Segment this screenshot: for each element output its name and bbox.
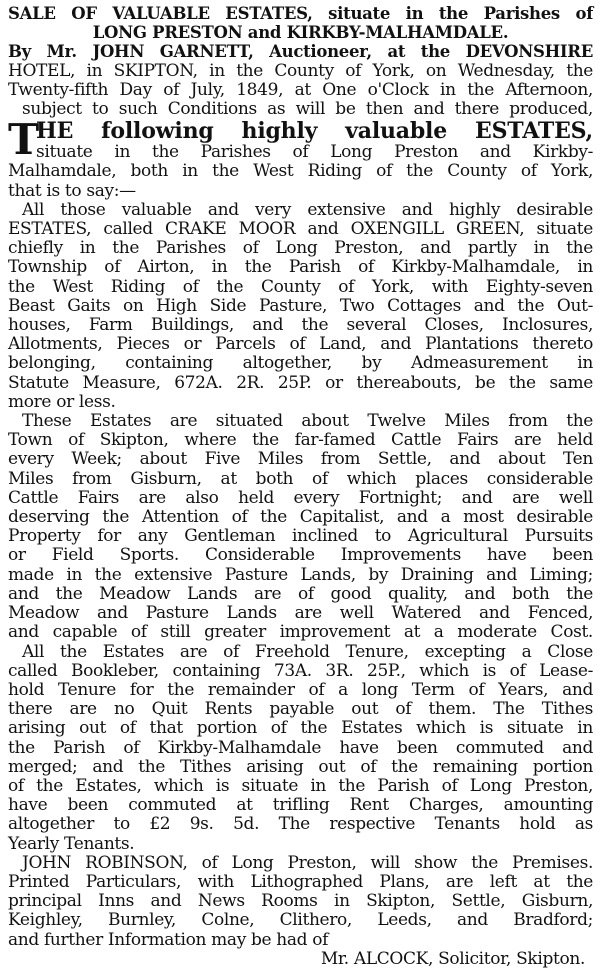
body-line: chiefly in the Parishes of Long Preston, and partly in the bbox=[8, 238, 593, 259]
body-line: Statute Measure, 672A. 2R. 25P. or thereabouts, be the same bbox=[8, 372, 593, 393]
body-line: These Estates are situated about Twelve Miles from the bbox=[22, 411, 593, 432]
body-line: Yearly Tenants. bbox=[8, 833, 135, 854]
body-line: deserving the Attention of the Capitalist, and a most desirable bbox=[8, 507, 593, 528]
body-line: made in the extensive Pasture Lands, by Draining and Liming; bbox=[8, 564, 593, 585]
body-line: JOHN ROBINSON, of Long Preston, will show the Premises. bbox=[22, 852, 593, 873]
body-line: Allotments, Pieces or Parcels of Land, and Plantations thereto bbox=[8, 334, 593, 355]
body-line: merged; and the Tithes arising out of the remaining portion bbox=[8, 756, 593, 777]
body-line: principal Inns and News Rooms in Skipton, Settle, Gisburn, bbox=[8, 891, 593, 912]
advert-body bbox=[8, 201, 593, 950]
header-line: LONG PRESTON and KIRKBY-MALHAMDALE. bbox=[92, 23, 509, 43]
body-line: altogether to £2 9s. 5d. The respective Tenants hold as bbox=[8, 814, 593, 835]
body-line: Miles from Gisburn, at both of which places considerable bbox=[8, 468, 593, 489]
body-line: of the Estates, which is situate in the Parish of Long Preston, bbox=[8, 775, 593, 796]
body-line: Town of Skipton, where the far-famed Cattle Fairs are held bbox=[8, 430, 593, 451]
body-line: the West Riding of the County of York, with Eighty-seven bbox=[8, 276, 593, 297]
body-line: more or less. bbox=[8, 391, 116, 412]
intro-line: Malhamdale, both in the West Riding of the County of York, bbox=[8, 161, 593, 182]
sale-header bbox=[8, 4, 593, 119]
body-line: All the Estates are of Freehold Tenure, excepting a Close bbox=[22, 641, 593, 662]
body-line: Meadow and Pasture Lands are well Watered and Fenced, bbox=[8, 603, 593, 624]
body-line: or Field Sports. Considerable Improvements have been bbox=[8, 545, 593, 566]
main-heading-text bbox=[36, 119, 593, 162]
body-line: every Week; about Five Miles from Settle, and about Ten bbox=[8, 449, 593, 470]
body-line: Beast Gaits on High Side Pasture, Two Cottages and the Out- bbox=[8, 295, 593, 316]
body-line: and further Information may be had of bbox=[8, 929, 329, 950]
body-line: Printed Particulars, with Lithographed Plans, are left at the bbox=[8, 871, 593, 892]
body-line: Property for any Gentleman inclined to Agricultural Pursuits bbox=[8, 526, 593, 547]
body-line: and the Meadow Lands are of good quality, and both the bbox=[8, 583, 593, 604]
body-line: have been commuted at trifling Rent Charges, amounting bbox=[8, 795, 593, 816]
body-line: ESTATES, called CRAKE MOOR and OXENGILL GREEN, situate bbox=[8, 219, 593, 240]
body-line: Keighley, Burnley, Colne, Clithero, Leeds, and Bradford; bbox=[8, 910, 593, 931]
main-heading-block bbox=[8, 115, 593, 165]
body-line: called Bookleber, containing 73A. 3R. 25P., which is of Lease- bbox=[8, 660, 593, 681]
header-line: HOTEL, in SKIPTON, in the County of York, on Wednesday, the bbox=[8, 60, 593, 81]
header-line: subject to such Conditions as will be then and there produced, bbox=[22, 99, 593, 120]
body-line: belonging, containing altogether, by Admeasurement in bbox=[8, 353, 593, 374]
solicitor-signature: Mr. ALCOCK, Solicitor, Skipton. bbox=[320, 948, 585, 969]
body-line: Cattle Fairs are also held every Fortnight; and are well bbox=[8, 487, 593, 508]
body-line: the Parish of Kirkby-Malhamdale have been commuted and bbox=[8, 737, 593, 758]
body-line: and capable of still greater improvement at a moderate Cost. bbox=[8, 622, 593, 643]
body-line: All those valuable and very extensive and highly desirable bbox=[22, 199, 593, 220]
body-line: arising out of that portion of the Estates which is situate in bbox=[8, 718, 593, 739]
header-line: SALE OF VALUABLE ESTATES, situate in the Parishes of bbox=[8, 4, 593, 23]
drop-cap-letter: T bbox=[8, 115, 40, 165]
body-line: houses, Farm Buildings, and the several Closes, Inclosures, bbox=[8, 315, 593, 336]
header-line: By Mr. JOHN GARNETT, Auctioneer, at the DEVONSHIRE bbox=[8, 42, 593, 62]
header-line: Twenty-fifth Day of July, 1849, at One o'Clock in the Afternoon, bbox=[8, 79, 593, 100]
intro-line: situate in the Parishes of Long Preston and Kirkby- bbox=[36, 142, 593, 163]
main-heading: HE following highly valuable ESTATES, bbox=[36, 118, 593, 145]
body-line: Township of Airton, in the Parish of Kirkby-Malhamdale, in bbox=[8, 257, 593, 278]
intro-line: that is to say:— bbox=[8, 180, 136, 201]
body-line: hold Tenure for the remainder of a long Term of Years, and bbox=[8, 679, 593, 700]
body-line: there are no Quit Rents payable out of them. The Tithes bbox=[8, 699, 593, 720]
